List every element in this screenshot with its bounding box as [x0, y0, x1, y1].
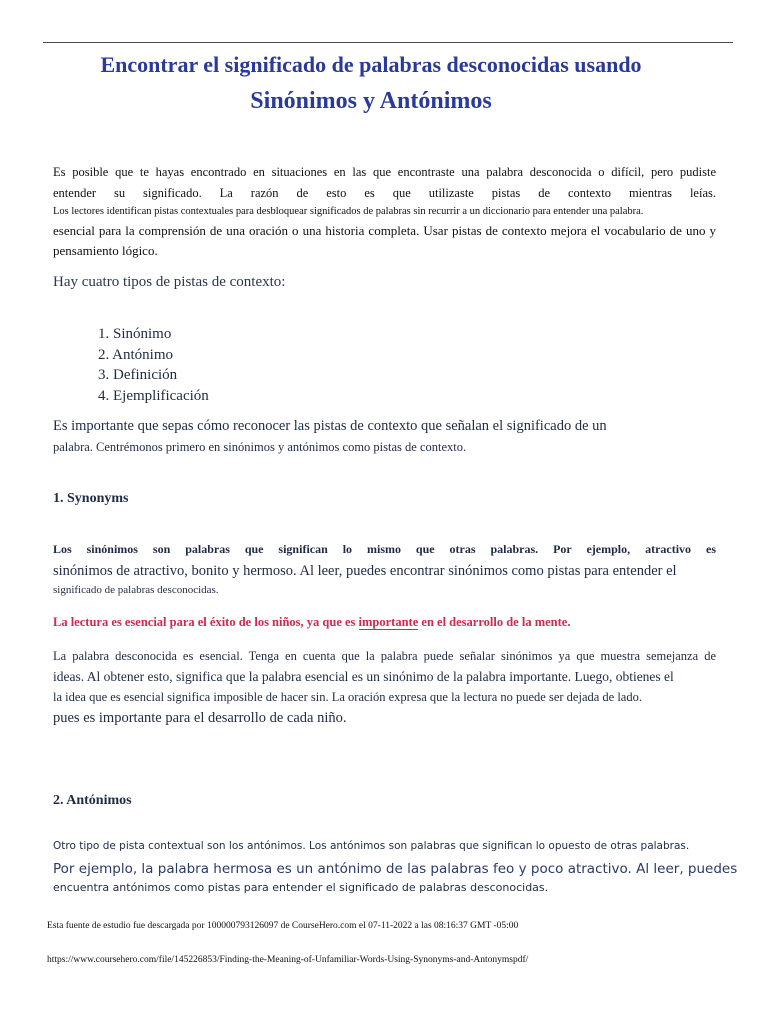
- types-intro: Hay cuatro tipos de pistas de contexto:: [53, 274, 286, 290]
- list-item: 1. Sinónimo: [98, 326, 172, 342]
- list-item: 2. Antónimo: [98, 346, 174, 363]
- page-title-line2: Sinónimos y Antónimos: [250, 88, 492, 114]
- antonyms-line-3: encuentra antónimos como pistas para entender el significado de palabras desconocidas.: [53, 881, 549, 894]
- synonyms-explain-line-1: La palabra desconocida es esencial. Tenga en cuenta que la palabra puede señalar sinónimos ya que muestra semejanza de: [53, 649, 716, 663]
- synonyms-explain-line-2: ideas. Al obtener esto, significa que la palabra esencial es un sinónimo de la palabra importante. Luego, obtienes el: [53, 669, 674, 684]
- synonyms-def-line-1: Los sinónimos son palabras que significan lo mismo que otras palabras. Por ejemplo, atractivo es: [53, 542, 716, 556]
- context-clue-types-list: [98, 324, 209, 406]
- synonyms-explain-line-3: la idea que es esencial significa imposible de hacer sin. La oración expresa que la lectura no puede ser dejada de lado.: [53, 690, 642, 704]
- intro-line-4: esencial para la comprensión de una oración o una historia completa. Usar pistas de contexto mejora el vocabulario de uno y: [53, 223, 716, 238]
- section-heading-synonyms: 1. Synonyms: [53, 491, 129, 506]
- importance-line-2: palabra. Centrémonos primero en sinónimos y antónimos como pistas de contexto.: [53, 440, 467, 454]
- intro-line-2: entender su significado. La razón de esto es que utilizaste pistas de contexto mientras leías.: [53, 186, 716, 200]
- intro-line-3: Los lectores identifican pistas contextuales para desbloquear significados de palabras sin recurrir a un diccionario para entender una palabra.: [53, 206, 644, 217]
- example-text-before: La lectura es esencial para el éxito de los niños, ya que es: [53, 615, 359, 629]
- list-item: 3. Definición: [98, 367, 178, 383]
- list-item: 4. Ejemplificación: [98, 387, 209, 404]
- synonyms-def-line-2: sinónimos de atractivo, bonito y hermoso. Al leer, puedes encontrar sinónimos como pistas para entender el: [53, 563, 677, 579]
- intro-line-1: Es posible que te hayas encontrado en situaciones en las que encontraste una palabra desconocida o difícil, pero pudiste: [53, 165, 716, 179]
- top-divider: [43, 42, 733, 43]
- synonyms-explain-line-4: pues es importante para el desarrollo de cada niño.: [53, 710, 347, 726]
- section-heading-antonyms: 2. Antónimos: [53, 793, 132, 808]
- intro-line-5: pensamiento lógico.: [53, 243, 158, 258]
- highlighted-word: importante: [358, 615, 419, 629]
- synonyms-def-line-3: significado de palabras desconocidas.: [53, 584, 219, 596]
- source-url-link[interactable]: https://www.coursehero.com/file/145226853/Finding-the-Meaning-of-Unfamiliar-Words-Using-Synonyms-and-Antonymspdf/: [47, 955, 529, 965]
- antonyms-line-2: Por ejemplo, la palabra hermosa es un antónimo de las palabras feo y poco atractivo. Al leer, puedes: [53, 861, 738, 877]
- importance-line-1: Es importante que sepas cómo reconocer las pistas de contexto que señalan el significado de un: [53, 418, 607, 434]
- example-text-after: en el desarrollo de la mente.: [418, 615, 571, 629]
- antonyms-line-1: Otro tipo de pista contextual son los antónimos. Los antónimos son palabras que significan lo opuesto de otras palabras.: [53, 840, 690, 852]
- download-notice: Esta fuente de estudio fue descargada por 100000793126097 de CourseHero.com el 07-11-2022 a las 08:16:37 GMT -05:00: [47, 921, 519, 931]
- synonym-example-sentence: [53, 615, 570, 630]
- page-title-line1: Encontrar el significado de palabras desconocidas usando: [100, 52, 642, 77]
